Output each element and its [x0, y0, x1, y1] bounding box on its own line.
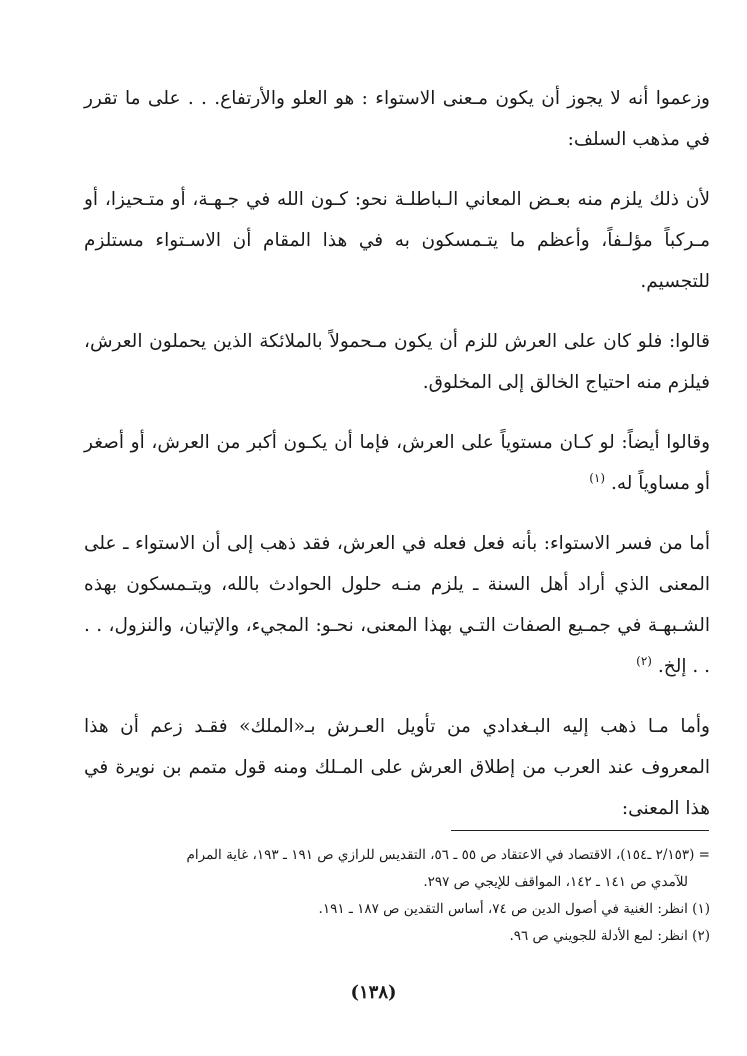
paragraph-1: وزعموا أنه لا يجوز أن يكون مـعنى الاستواء : هو العلو والأرتفاع. . . على ما تقرر في مذهب السلف:	[84, 88, 710, 150]
footnote-1: (١) انظر: الغنية في أصول الدين ص ٧٤، أساس التقدين ص ١٨٧ ـ ١٩١.	[318, 901, 710, 917]
page-number: (١٣٨)	[350, 982, 397, 1003]
paragraph-2: لأن ذلك يلزم منه بعـض المعاني الـباطلـة نحو: كـون الله في جـهـة، أو متـحيزا، أو مـركباً مؤلـفاً، وأعظم ما يتـمسكون به في هذا المقام أن الاسـتواء مستلزم للتجسيم.	[84, 189, 710, 292]
paragraph-3: قالوا: فلو كان على العرش للزم أن يكون مـحمولاً بالملائكة الذين يحملون العرش، فيلزم منه احتياج الخالق إلى المخلوق.	[84, 331, 710, 393]
paragraph-4-text: وقالوا أيضاً: لو كـان مستوياً على العرش، فإما أن يكـون أكبر من العرش، أو أصغر أو مساوياً له.	[84, 432, 710, 494]
footnote-continuation-line-1: = (٢/١٥٣ ـ١٥٤)، الاقتصاد في الاعتقاد ص ٥٥ ـ ٥٦، التقديس للرازي ص ١٩١ ـ ١٩٣، غاية المرام	[186, 847, 710, 863]
paragraph-5-text: أما من فسر الاستواء: بأنه فعل فعله في العرش، فقد ذهب إلى أن الاستواء ـ على المعنى الذي أراد أهل السنة ـ يلزم منـه حلول الحوادث بالله، ويتـمسكون بهذه الشـبهـة في جمـيع الصفات التـي بهذا المعنى، نحـو: المجيء، والإتيان، والنزول، . . . . إلخ.	[84, 533, 710, 677]
paragraph-5	[84, 523, 710, 687]
paragraph-4	[84, 422, 710, 504]
footnote-divider	[451, 830, 709, 831]
footnote-2: (٢) انظر: لمع الأدلة للجويني ص ٩٦.	[509, 928, 710, 944]
footnotes	[84, 842, 710, 950]
footnote-ref-1: (١)	[589, 470, 606, 485]
footnote-continuation-line-2: للآمدي ص ١٤١ ـ ١٤٢، المواقف للإيجي ص ٢٩٧.	[423, 874, 688, 890]
footnote-ref-2: (٢)	[636, 653, 652, 668]
main-text	[84, 78, 710, 848]
paragraph-6: وأما مـا ذهب إليه البـغدادي من تأويل العـرش بـ«الملك» فقـد زعم أن هذا المعروف عند العرب من إطلاق العرش على المـلك ومنه قول متمم بن نويرة في هذا المعنى:	[84, 716, 710, 819]
